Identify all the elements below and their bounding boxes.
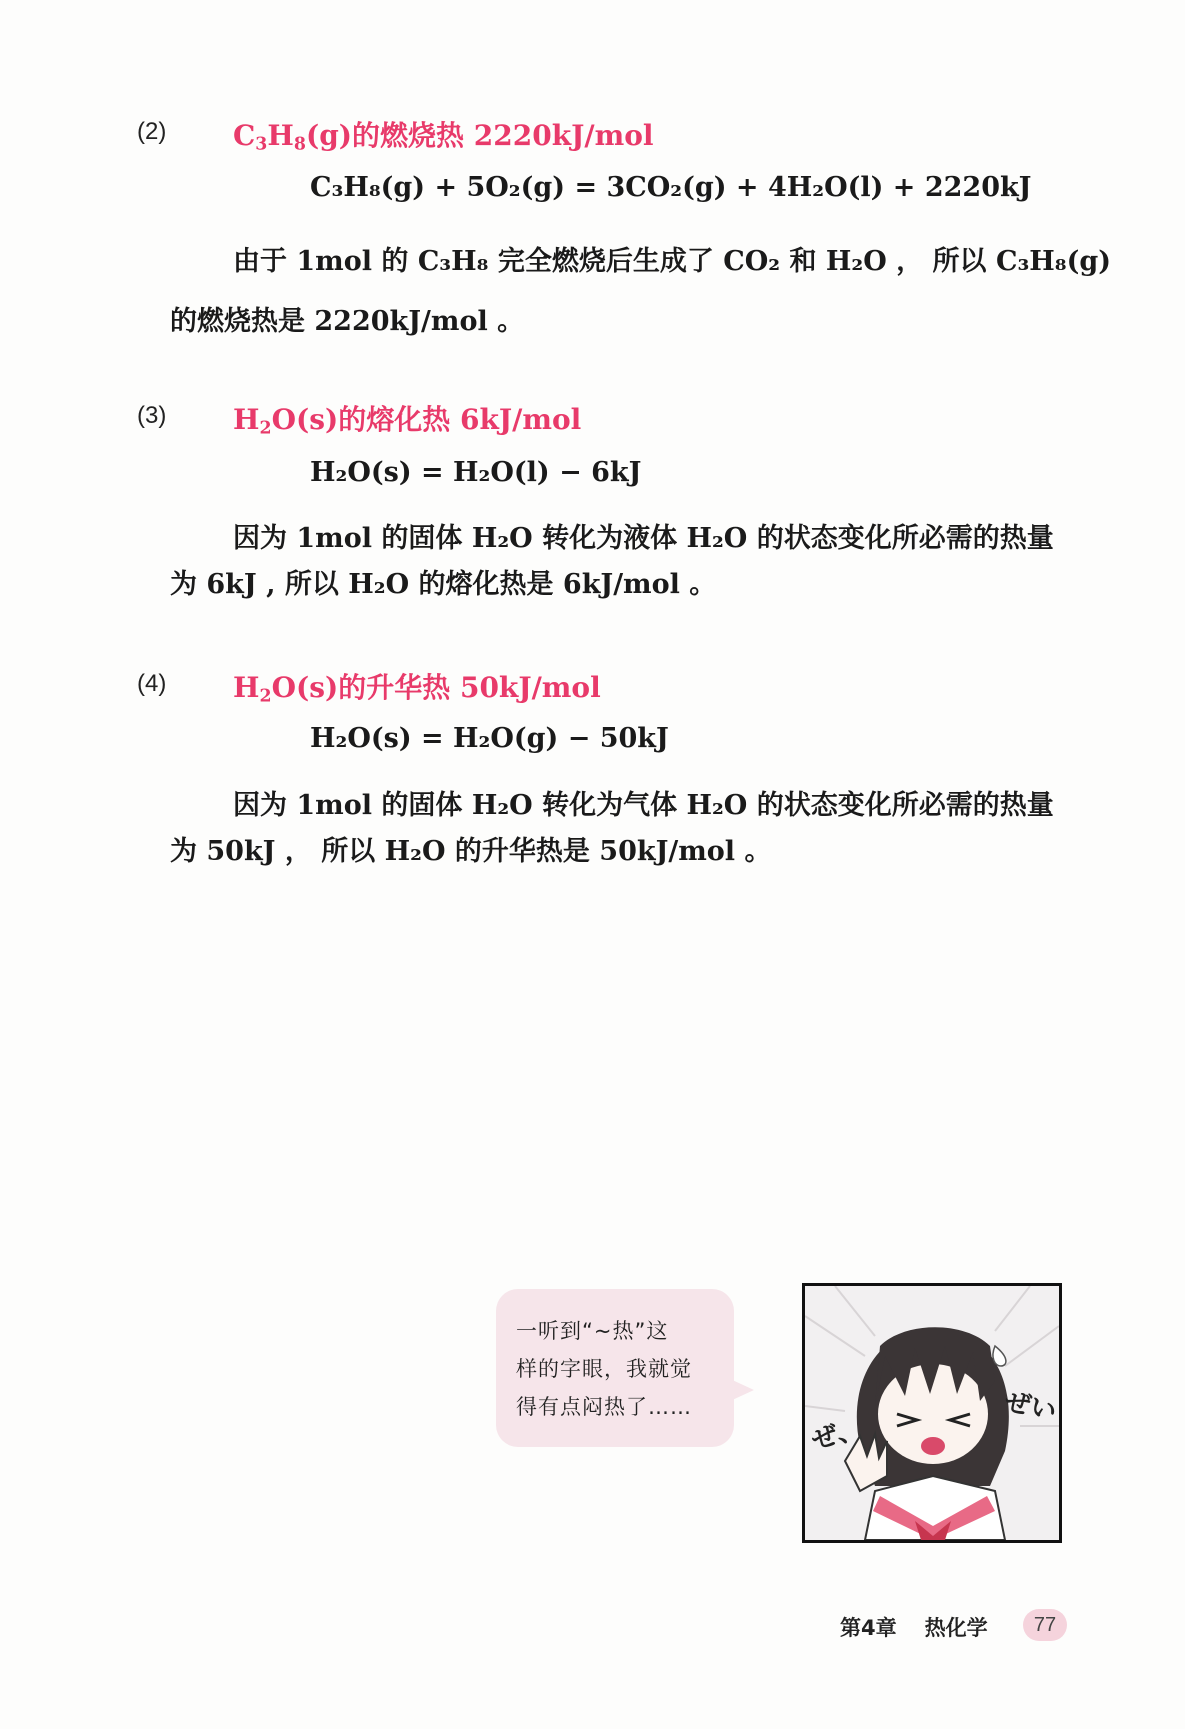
paragraph-line: 的燃烧热是 2220kJ/mol 。 xyxy=(170,306,525,337)
comic-panel xyxy=(802,1283,1062,1543)
paragraph-line: 因为 1mol 的固体 H₂O 转化为液体 H₂O 的状态变化所必需的热量 xyxy=(233,523,1054,554)
paragraph-line: 为 6kJ , 所以 H₂O 的熔化热是 6kJ/mol 。 xyxy=(170,569,717,600)
paragraph xyxy=(170,516,1095,608)
page-footer xyxy=(840,1612,1016,1642)
chemical-equation: H₂O(s) = H₂O(l) − 6kJ xyxy=(310,457,642,488)
page-number-badge: 77 xyxy=(1023,1609,1067,1641)
paragraph-line: 因为 1mol 的固体 H₂O 转化为气体 H₂O 的状态变化所必需的热量 xyxy=(233,790,1054,821)
section-number: (3) xyxy=(137,402,167,429)
section-heading: $H_2O(s)$的升华热 50kJ/mol xyxy=(233,671,601,707)
chapter-label: 第4章 xyxy=(840,1616,897,1640)
chemical-equation: C₃H₈(g) + 5O₂(g) = 3CO₂(g) + 4H₂O(l) + 2220kJ xyxy=(310,172,1032,203)
paragraph xyxy=(170,232,1112,352)
chemical-equation: H₂O(s) = H₂O(g) − 50kJ xyxy=(310,723,669,754)
speech-bubble-tail xyxy=(728,1378,754,1402)
section-number: (2) xyxy=(137,118,167,145)
sound-effect-right: ぜい xyxy=(1001,1386,1060,1428)
paragraph-line: 为 50kJ ， 所以 H₂O 的升华热是 50kJ/mol 。 xyxy=(170,836,772,867)
paragraph xyxy=(170,783,1095,875)
section-number: (4) xyxy=(137,670,167,697)
sound-effect-left: ぜ、 xyxy=(808,1413,866,1457)
bubble-line: 得有点闷热了…… xyxy=(516,1395,692,1419)
speech-bubble-text xyxy=(516,1312,726,1426)
chapter-title: 热化学 xyxy=(924,1616,988,1640)
section-heading: $C_3H_8(g)$的燃烧热 2220kJ/mol xyxy=(233,119,654,155)
paragraph-line: 由于 1mol 的 C₃H₈ 完全燃烧后生成了 CO₂ 和 H₂O ， 所以 C₃H₈(g) xyxy=(233,246,1112,277)
bubble-line: 一听到“~热”这 xyxy=(516,1319,669,1343)
section-heading: $H_2O(s)$的熔化热 6kJ/mol xyxy=(233,403,582,439)
bubble-line: 样的字眼，我就觉 xyxy=(516,1357,692,1381)
